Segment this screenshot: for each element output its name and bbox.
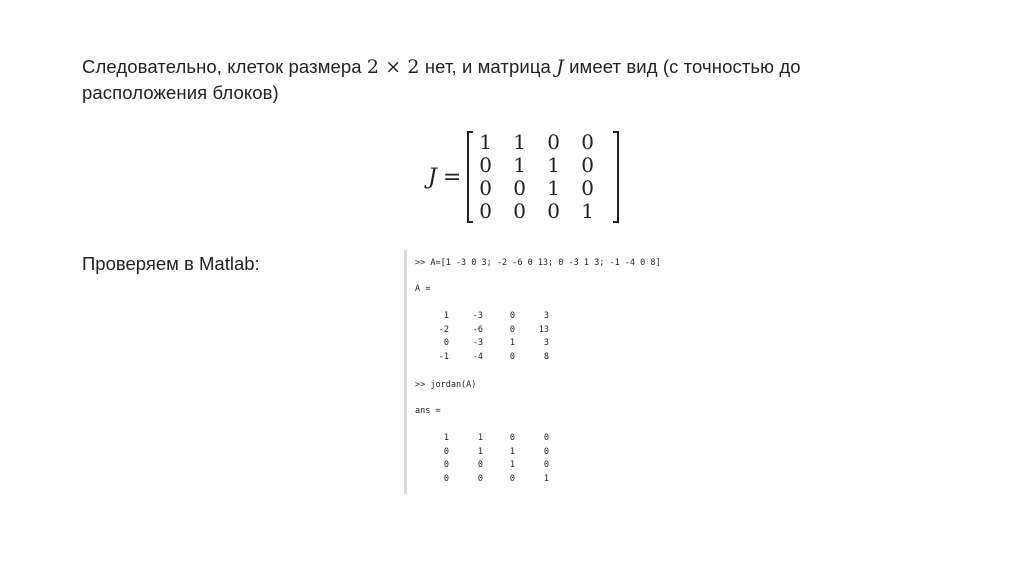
intro-text-part1: Следовательно, клеток размера [82, 56, 367, 77]
intro-paragraph [82, 54, 882, 106]
matlab-ans-cell: 1 [543, 473, 549, 484]
matlab-ans-cell: 0 [509, 473, 515, 484]
block-size-expression: 2 × 2 [366, 56, 420, 78]
matlab-A-cell: 13 [538, 324, 549, 335]
jordan-matrix-cell: 0 [479, 153, 492, 177]
matlab-ans-cell: 0 [477, 473, 483, 484]
matlab-ans-cell: 0 [443, 460, 449, 470]
matrix-name-inline: J [556, 56, 564, 78]
matlab-A-cell: 3 [543, 338, 549, 348]
jordan-matrix-cell: 0 [479, 199, 492, 223]
matlab-A-cell: 1 [443, 311, 449, 321]
equation-lhs: J [428, 164, 437, 190]
jordan-matrix-cell: 0 [513, 176, 526, 200]
matlab-A-cell: 3 [543, 311, 549, 321]
jordan-matrix-cell: 0 [479, 176, 492, 200]
matlab-ans-cell: 0 [543, 460, 549, 470]
jordan-matrix-grid [473, 131, 613, 223]
equals-sign: = [442, 164, 462, 190]
matlab-A-cell: -3 [472, 338, 483, 348]
matlab-ans-cell: 0 [509, 433, 515, 443]
matlab-A-cell: 0 [509, 311, 515, 321]
matlab-A-cell: -2 [438, 324, 449, 335]
matlab-A-cell: 1 [509, 338, 515, 348]
matlab-command-2: >> jordan(A) [415, 380, 477, 390]
jordan-matrix-cell: 1 [513, 153, 526, 177]
matlab-ans-cell: 0 [543, 446, 549, 457]
matlab-A-cell: 0 [443, 338, 449, 348]
matlab-ans-cell: 1 [509, 446, 515, 457]
jordan-matrix-cell: 0 [581, 153, 594, 177]
jordan-matrix-cell: 0 [547, 130, 560, 154]
matlab-A-cell: -4 [472, 351, 483, 362]
matlab-check-label: Проверяем в Matlab: [82, 253, 260, 274]
matlab-A-cell: 8 [543, 351, 549, 362]
matlab-A-cell: -3 [472, 311, 483, 321]
matlab-output-label-ans: ans = [415, 406, 441, 416]
right-bracket [613, 131, 619, 223]
matlab-A-cell: 0 [509, 351, 515, 362]
jordan-matrix-cell: 0 [547, 199, 560, 223]
jordan-matrix-cell: 1 [479, 130, 492, 154]
intro-line-1 [82, 54, 882, 80]
matlab-A-cell: -1 [438, 351, 449, 362]
matlab-ans-cell: 0 [443, 473, 449, 484]
matlab-A-cell: -6 [472, 324, 483, 335]
matlab-ans-cell: 0 [477, 460, 483, 470]
matlab-output-label-A: A = [415, 284, 431, 294]
jordan-matrix-cell: 0 [581, 130, 594, 154]
intro-line-2: расположения блоков) [82, 82, 279, 103]
jordan-matrix-cell: 0 [513, 199, 526, 223]
matlab-ans-cell: 1 [509, 460, 515, 470]
matlab-ans-cell: 1 [443, 433, 449, 443]
jordan-matrix-cell: 0 [581, 176, 594, 200]
jordan-matrix-cell: 1 [547, 176, 560, 200]
matlab-command-1: >> A=[1 -3 0 3; -2 -6 0 13; 0 -3 1 3; -1 -4 0 8] [415, 258, 661, 268]
jordan-matrix-cell: 1 [547, 153, 560, 177]
matlab-ans-cell: 0 [443, 446, 449, 457]
jordan-matrix-cell: 1 [513, 130, 526, 154]
matlab-ans-cell: 1 [477, 433, 483, 443]
jordan-matrix-equation [428, 131, 619, 223]
intro-text-part3: имеет вид (с точностью до [563, 56, 801, 77]
jordan-matrix-cell: 1 [581, 199, 594, 223]
matlab-console-screenshot [404, 250, 703, 494]
matlab-A-cell: 0 [509, 324, 515, 335]
matlab-ans-cell: 0 [543, 433, 549, 443]
matlab-ans-cell: 1 [477, 446, 483, 457]
intro-text-part2: нет, и матрица [419, 56, 557, 77]
